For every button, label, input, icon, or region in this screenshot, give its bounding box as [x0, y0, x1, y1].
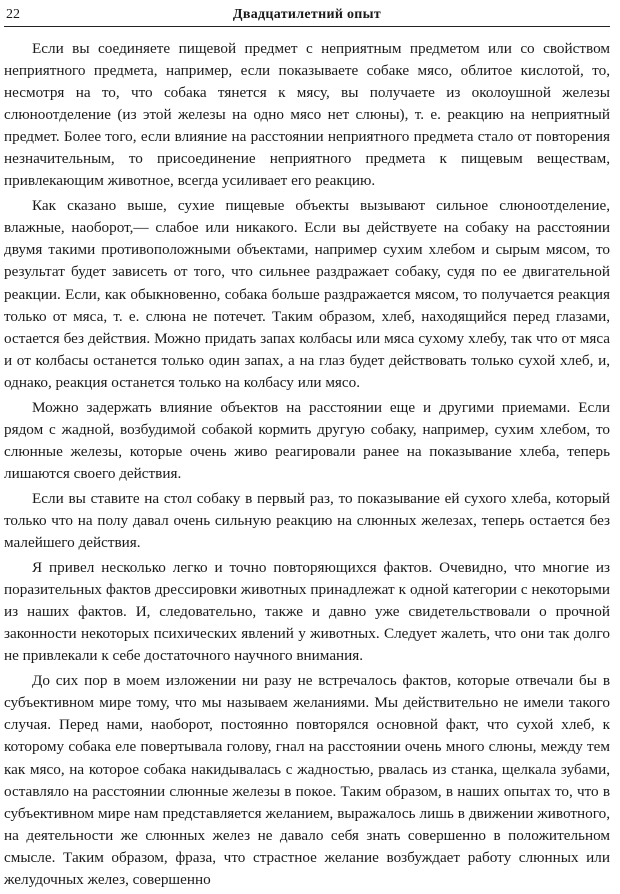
running-head — [4, 4, 610, 26]
paragraph-6: До сих пор в моем изложении ни разу не встречалось фактов, которые отвечали бы в субъективном мире тому, что мы называем желаниями. Мы действительно не имели такого случая. Перед нами, наоборот, постоянно повторялся основной факт, что сухой хлеб, к которому собака еле повертывала голову, гнал на расстоянии очень много слюны, между тем как мясо, на которое собака накидывалась с жадностью, рвалась из станка, щелкала зубами, оставляло на расстоянии слюнные железы в покое. Таким образом, в наших опытах то, что в субъективном мире нам представляется желанием, выражалось лишь в движении животного, на деятельности же слюнных желез не давало себя знать совершенно в положительном смысле. Таким образом, фраза, что страстное желание возбуждает работу слюнных или желудочных желез, совершенно — [4, 672, 610, 888]
body-text — [4, 38, 610, 891]
paragraph-2: Как сказано выше, сухие пищевые объекты вызывают сильное слюноотделение, влажные, наоборот,— слабое или никакого. Если вы действуете на собаку на расстоянии двумя такими противоположными объектами, например сухим хлебом и сырым мясом, то результат будет зависеть от того, что сильнее раздражает собаку, судя по ее двигательной реакции. Если, как обыкновенно, собака больше раздражается мясом, то получается реакция только от мяса, т. е. слюна не потечет. Таким образом, хлеб, находящийся перед глазами, остается без действия. Можно придать запах колбасы или мяса сухому хлебу, так что от мяса и от колбасы останется только один запах, а на глаз будет действовать только сухой хлеб, и, однако, реакция останется только на колбасу или мясо. — [4, 197, 610, 391]
paragraph-4: Если вы ставите на стол собаку в первый раз, то показывание ей сухого хлеба, который только что на полу давал очень сильную реакцию на слюнных железах, теперь остается без малейшего действия. — [4, 489, 610, 552]
header-rule — [4, 26, 610, 27]
paragraph-1: Если вы соединяете пищевой предмет с неприятным предметом или со свойством неприятного предмета, например, если показываете собаке мясо, облитое кислотой, то, несмотря на то, что собака тянется к мясу, вы получаете из околоушной железы слюноотделение (из этой железы на одно мясо нет слюны), т. е. реакцию на неприятный предмет. Более того, если влияние на расстоянии неприятного предмета стало от повторения незначительным, то присоединение неприятного предмета к пищевым веществам, привлекающим животное, всегда усиливает его реакцию. — [4, 40, 610, 190]
running-title: Двадцатилетний опыт — [232, 7, 382, 22]
paragraph-3: Можно задержать влияние объектов на расстоянии еще и другими приемами. Если рядом с жадной, возбудимой собакой кормить другую собаку, например, сухим хлебом, то слюнные железы, которые очень живо реагировали ранее на показывание хлеба, теперь лишаются своего действия. — [4, 398, 610, 482]
paragraph-5: Я привел несколько легко и точно повторяющихся фактов. Очевидно, что многие из поразительных фактов дрессировки животных принадлежат к одной категории с некоторыми из наших фактов. И, следовательно, также и давно уже свидетельствовали о прочной законности некоторых психических явлений у животных. Следует жалеть, что они так долго не привлекали к себе достаточного научного внимания. — [4, 559, 610, 665]
page-number: 22 — [6, 7, 20, 22]
